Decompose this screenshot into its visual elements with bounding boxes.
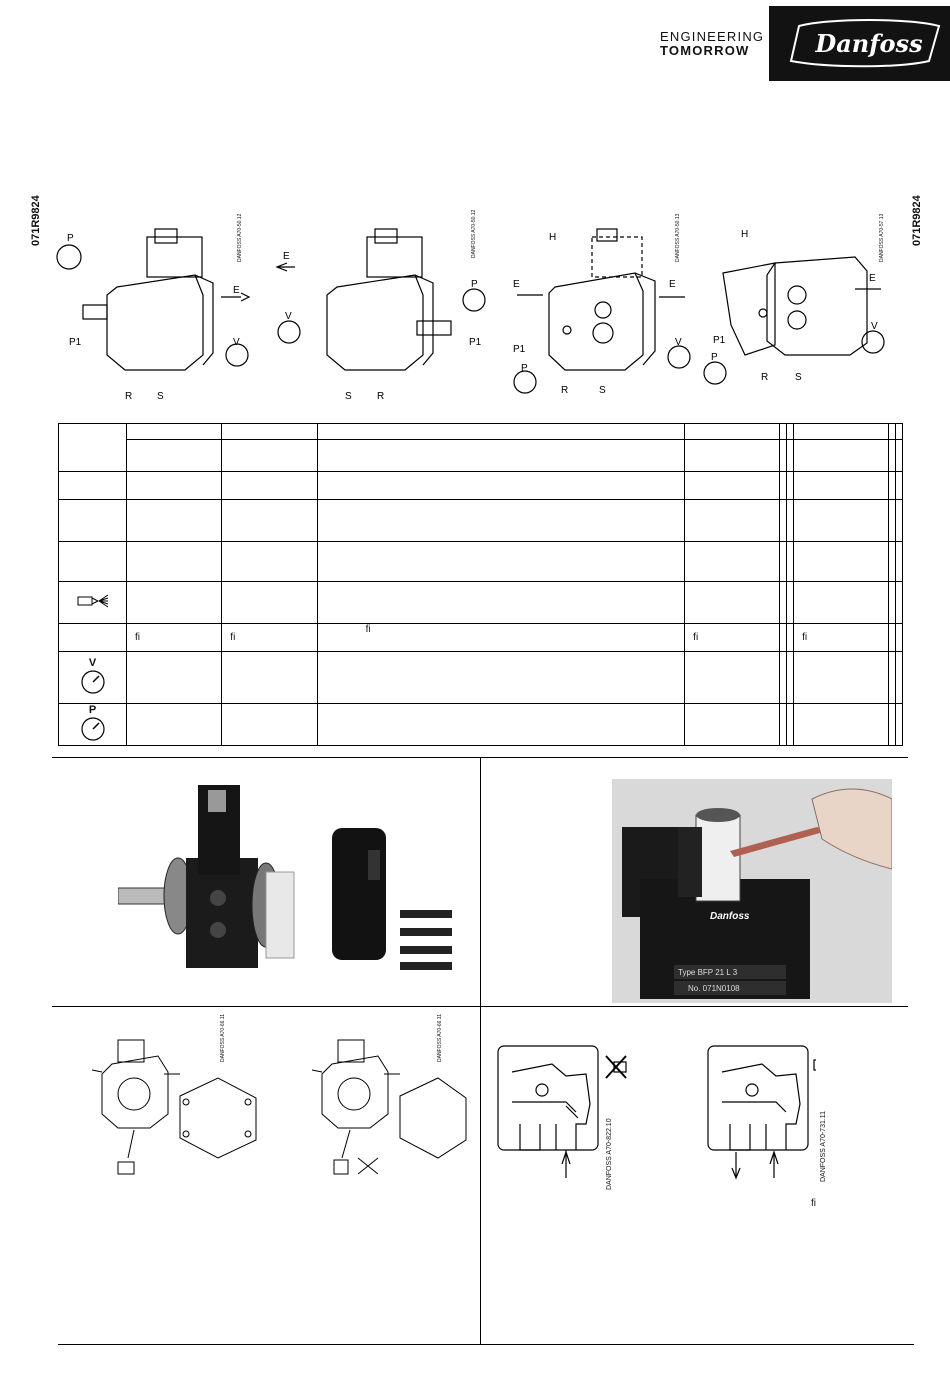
- drawing2-label-s: S: [345, 391, 352, 402]
- drawing3-ref: DANFOSS A70-50.13: [675, 213, 681, 262]
- nozzle-icon-cell: [59, 582, 127, 624]
- pressure-gauge-label: P: [88, 704, 97, 716]
- tagline-line1: ENGINEERING: [660, 29, 765, 44]
- pump-drawings-top: [55, 215, 915, 410]
- drawing3-label-s: S: [599, 385, 606, 396]
- drawing2-label-v: V: [285, 311, 292, 322]
- pump-exploded-photo: [118, 780, 478, 990]
- drawing1-label-r: R: [125, 391, 133, 402]
- drawing1-label-s: S: [157, 391, 164, 402]
- pump-brand-label: Danfoss: [710, 911, 750, 922]
- divider: [480, 757, 481, 1344]
- table-row: [59, 624, 903, 652]
- fi-mark: fi: [685, 624, 780, 652]
- drawing4-label-e: E: [869, 273, 876, 284]
- drawing3-label-v: V: [675, 337, 682, 348]
- table-row: [59, 500, 903, 542]
- drawing4-label-p1: P1: [713, 335, 726, 346]
- table-row: [59, 424, 903, 440]
- pump-hand-photo: [612, 779, 892, 1003]
- drawing3-label-r: R: [561, 385, 569, 396]
- type-plate-label: Type BFP 21 L 3: [678, 968, 738, 977]
- drawing3-label-e-right: E: [669, 279, 676, 290]
- code-plate-label: No. 071N0108: [688, 984, 740, 993]
- drawing4-label-r: R: [761, 372, 769, 383]
- table-row: [59, 652, 903, 704]
- divider: [58, 1344, 914, 1345]
- tagline-line2: TOMORROW: [660, 43, 750, 58]
- drawing2-label-p1: P1: [469, 337, 482, 348]
- side-code-right: 071R9824: [911, 195, 923, 246]
- drawing3-label-e-left: E: [513, 279, 520, 290]
- drawing4-ref: DANFOSS A70-57.13: [879, 213, 885, 262]
- drawing2-ref: DANFOSS A70-50.12: [471, 209, 477, 258]
- drawing4-label-p: P: [711, 352, 718, 363]
- drawing1-label-p1: P1: [69, 337, 82, 348]
- drawing1-label-p: P: [67, 233, 74, 244]
- drawing4-label-s: S: [795, 372, 802, 383]
- drawing2-label-r: R: [377, 391, 385, 402]
- drawing1-label-e: E: [233, 285, 240, 296]
- fi-mark: fi: [317, 624, 685, 652]
- table-row: [59, 704, 903, 746]
- spec-table: [58, 423, 903, 746]
- fi-mark: fi: [222, 624, 317, 652]
- lower-drawing3-ref: DANFOSS A70-822.10: [606, 1118, 613, 1190]
- lower-drawing2-ref: DANFOSS A70-66.11: [437, 1014, 443, 1062]
- drawing1-ref: DANFOSS A70-50.12: [237, 213, 243, 262]
- bypass-schematics: [496, 1044, 816, 1184]
- pressure-gauge-icon: [80, 716, 106, 742]
- vacuum-gauge-label: V: [88, 657, 97, 669]
- drawing1-label-v: V: [233, 337, 240, 348]
- fi-mark-lower: fi: [811, 1198, 816, 1209]
- side-code-left: 071R9824: [30, 195, 42, 246]
- drawing2-label-p: P: [471, 279, 478, 290]
- lower-drawing4-ref: DANFOSS A70-731.11: [820, 1110, 827, 1182]
- table-row: [59, 472, 903, 500]
- conversion-drawings: [88, 1030, 468, 1190]
- drawing3-label-h: H: [549, 232, 557, 243]
- drawing3-label-p: P: [521, 363, 528, 374]
- danfoss-logo: [769, 6, 950, 81]
- logo-text: Danfoss: [815, 29, 923, 58]
- drawing4-label-h: H: [741, 229, 749, 240]
- divider: [52, 1006, 908, 1007]
- lower-drawing1-ref: DANFOSS A70-66.11: [220, 1014, 226, 1062]
- fi-mark: fi: [794, 624, 889, 652]
- table-row: [59, 582, 903, 624]
- vacuum-gauge-icon: [80, 669, 106, 695]
- drawing2-label-e: E: [283, 251, 290, 262]
- drawing4-label-v: V: [871, 321, 878, 332]
- table-row: [59, 440, 903, 472]
- fi-mark: fi: [127, 624, 222, 652]
- table-row: [59, 542, 903, 582]
- nozzle-icon: [76, 592, 110, 610]
- drawing3-label-p1: P1: [513, 344, 526, 355]
- tagline: [660, 30, 764, 58]
